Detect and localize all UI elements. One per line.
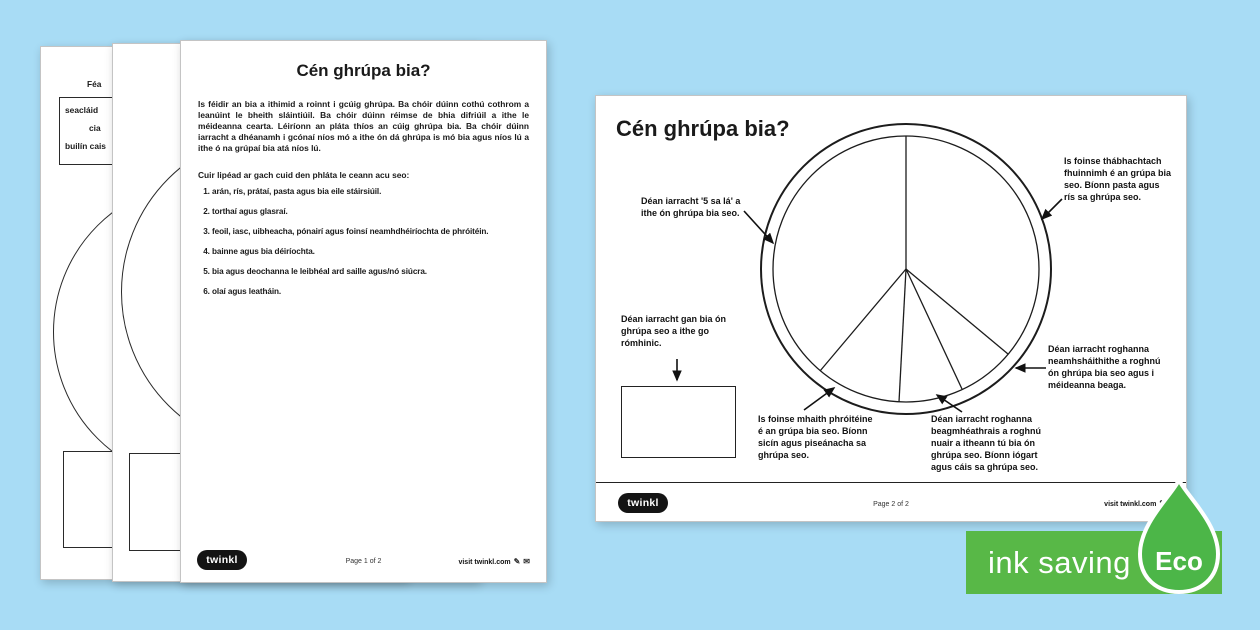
list-item: 5. bia agus deochanna le leibhéal ard saille agus/nó siúcra. (212, 267, 538, 276)
annotation-dairy: Déan iarracht roghanna beagmhéathrais a roghnú nuair a itheann tú bia ón ghrúpa seo. Bíonn iógart agus cáis sa ghrúpa seo. (931, 414, 1042, 472)
annotation-carbohydrates: Is foinse thábhachtach fhuinnimh é an grúpa bia seo. Bíonn pasta agus rís sa ghrúpa seo. (1064, 156, 1172, 202)
fragment-text: Féa (87, 79, 102, 89)
list-item: 4. bainne agus bia déiríochta. (212, 247, 538, 256)
ink-saving-label: ink saving (988, 544, 1131, 580)
annotation-fats: Déan iarracht roghanna neamhsháithithe a roghnú ón ghrúpa bia seo agus i méideanna beaga. (1048, 344, 1161, 390)
annotation-protein: Is foinse mhaith phróitéine é an grúpa bia seo. Bíonn sicín agus piseánacha sa ghrúpa seo. (758, 414, 873, 460)
twinkl-logo: twinkl (618, 493, 668, 513)
annotation-arrows (677, 199, 1062, 412)
intro-paragraph: Is féidir an bia a ithimid a roinnt i gcúig ghrúpa. Ba chóir dúinn cothú cothrom a leanúint le bheith sláintiúil. Ba chóir dúinn réimse de bhia difriúil a ithe le méideanna cearta. Léiríonn an pláta thíos an cúig ghrúpa bia. Ba chóir dúinn iarracht a dhéanamh i gcónaí níos mó a ithe ón dá ghrúpa is mó bia agus níos lú a ithe ó na grúpaí bia atá níos lú. (198, 99, 529, 154)
visit-link (458, 557, 530, 566)
fragment-text: cia (89, 123, 101, 133)
mail-icon: ✉ (523, 557, 530, 566)
fragment-text: seacláid (65, 105, 99, 115)
page-title: Cén ghrúpa bia? (616, 116, 790, 141)
visit-text: visit twinkl.com (458, 559, 511, 566)
page-title: Cén ghrúpa bia? (296, 61, 431, 80)
worksheet-page-2 (595, 95, 1187, 522)
fragment-text: builín cais (65, 141, 106, 151)
annotation-fruit-veg: Déan iarracht '5 sa lá' a ithe ón ghrúpa bia seo. (641, 196, 741, 218)
worksheet-page-1 (180, 40, 547, 583)
pencil-icon: ✎ (513, 557, 521, 566)
list-item: 6. olaí agus leatháin. (212, 287, 538, 296)
list-item: 1. arán, rís, prátaí, pasta agus bia eile stáirsiúil. (212, 187, 538, 196)
plate-segment-lines (820, 136, 1008, 402)
list-item: 2. torthaí agus glasraí. (212, 207, 538, 216)
footer-divider (596, 482, 1186, 483)
eco-leaf-icon (1133, 475, 1225, 597)
treats-label-box (621, 386, 736, 458)
instruction-text: Cuir lipéad ar gach cuid den phláta le ceann acu seo: (198, 170, 410, 180)
food-group-list (198, 187, 538, 307)
eco-label: Eco (1155, 546, 1203, 576)
annotation-treats: Déan iarracht gan bia ón ghrúpa seo a ithe go rómhinic. (621, 314, 727, 348)
visit-text: visit twinkl.com (1104, 501, 1157, 508)
list-item: 3. feoil, iasc, uibheacha, pónairí agus foinsí neamhdhéiríochta de phróitéin. (212, 227, 538, 236)
twinkl-logo: twinkl (197, 550, 247, 570)
page-number: Page 2 of 2 (873, 501, 909, 508)
page-number: Page 1 of 2 (345, 558, 382, 565)
